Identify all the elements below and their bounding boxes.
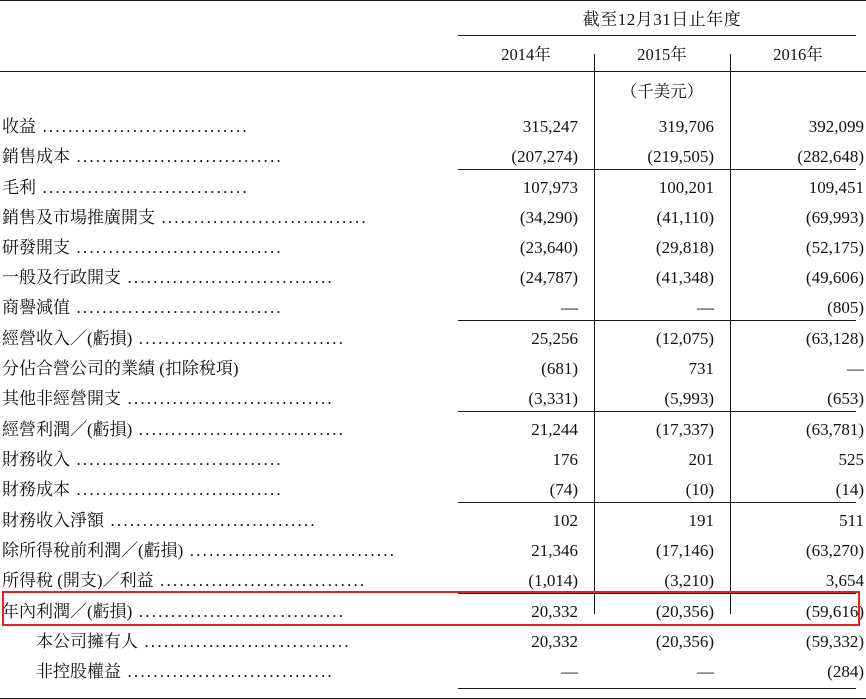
row-value: 107,973 bbox=[522, 178, 578, 197]
row-value: (52,175) bbox=[805, 238, 864, 257]
period-header-label: 截至12月31日止年度 bbox=[582, 10, 742, 29]
row-dot-leader: ................................ bbox=[121, 389, 334, 408]
row-value: (34,290) bbox=[519, 208, 578, 227]
row-label bbox=[0, 533, 458, 563]
row-value: (63,781) bbox=[805, 420, 864, 439]
row-value: 20,332 bbox=[531, 632, 578, 651]
row-value: 109,451 bbox=[808, 178, 864, 197]
row-dot-leader: ................................ bbox=[153, 571, 367, 590]
table-row bbox=[0, 563, 866, 593]
row-label bbox=[0, 472, 458, 502]
row-value: 21,244 bbox=[531, 420, 578, 439]
table-row bbox=[0, 200, 866, 230]
row-label-text: 銷售及市場推廣開支 bbox=[2, 208, 155, 227]
table-row bbox=[0, 624, 866, 654]
row-label-text: 其他非經營開支 bbox=[2, 389, 121, 408]
row-value: (63,128) bbox=[805, 329, 864, 348]
row-label-text: 經營收入／(虧損) bbox=[2, 329, 133, 348]
row-label-text: 財務成本 bbox=[2, 480, 70, 499]
row-value: — bbox=[561, 662, 578, 681]
row-label-text: 銷售成本 bbox=[2, 147, 70, 166]
table-body bbox=[0, 0, 866, 109]
row-dot-leader: ................................ bbox=[132, 602, 346, 621]
row-value: 20,332 bbox=[531, 602, 578, 621]
row-label-text: 經營利潤／(虧損) bbox=[2, 420, 133, 439]
row-dot-leader: ................................ bbox=[183, 541, 397, 560]
row-value: — bbox=[847, 359, 864, 378]
table-row bbox=[0, 472, 866, 502]
row-label bbox=[0, 200, 458, 230]
column-divider-1 bbox=[594, 54, 595, 614]
row-value: 3,654 bbox=[825, 571, 864, 590]
row-dot-leader: ................................ bbox=[121, 268, 334, 287]
row-value: (5,993) bbox=[664, 389, 714, 408]
table-row bbox=[0, 594, 866, 624]
row-value: (12,075) bbox=[655, 329, 714, 348]
row-dot-leader: ................................ bbox=[70, 147, 283, 166]
row-value: (805) bbox=[827, 298, 864, 317]
row-value: (24,787) bbox=[519, 268, 578, 287]
table-row bbox=[0, 139, 866, 169]
row-value: (3,331) bbox=[528, 389, 578, 408]
row-value: (284) bbox=[827, 662, 864, 681]
row-dot-leader: ................................ bbox=[36, 117, 249, 136]
row-label bbox=[0, 321, 458, 351]
table-row bbox=[0, 442, 866, 472]
row-value: 191 bbox=[688, 511, 714, 530]
column-divider-2 bbox=[730, 54, 731, 614]
row-dot-leader: ................................ bbox=[70, 450, 283, 469]
table-row bbox=[0, 260, 866, 290]
year-header-row bbox=[0, 36, 866, 71]
row-dot-leader: ................................ bbox=[36, 178, 249, 197]
year-header-spacer bbox=[0, 36, 458, 71]
row-value: 201 bbox=[688, 450, 714, 469]
row-value: (69,993) bbox=[805, 208, 864, 227]
row-value: (74) bbox=[549, 480, 578, 499]
row-value: (41,110) bbox=[656, 208, 714, 227]
table-row bbox=[0, 351, 866, 381]
row-value: (10) bbox=[685, 480, 714, 499]
row-label bbox=[0, 170, 458, 200]
row-dot-leader: ................................ bbox=[104, 511, 317, 530]
row-value: (207,274) bbox=[511, 147, 578, 166]
row-label-text: 非控股權益 bbox=[2, 662, 121, 681]
row-value: (20,356) bbox=[655, 632, 714, 651]
row-label bbox=[0, 503, 458, 533]
row-label bbox=[0, 109, 458, 139]
row-label bbox=[0, 594, 458, 624]
row-label-text: 分佔合營公司的業績 (扣除稅項) bbox=[2, 359, 239, 378]
table-row bbox=[0, 381, 866, 411]
row-label bbox=[0, 442, 458, 472]
row-value: 731 bbox=[688, 359, 714, 378]
row-label-text: 毛利 bbox=[2, 178, 36, 197]
data-rows-body bbox=[0, 109, 866, 684]
table-row bbox=[0, 170, 866, 200]
row-value: 315,247 bbox=[522, 117, 578, 136]
row-value: (3,210) bbox=[664, 571, 714, 590]
row-label bbox=[0, 624, 458, 654]
row-dot-leader: ................................ bbox=[155, 208, 368, 227]
row-value: 525 bbox=[838, 450, 864, 469]
row-label-text: 商譽減值 bbox=[2, 298, 70, 317]
unit-label: （千美元） bbox=[620, 82, 704, 101]
row-label bbox=[0, 563, 458, 593]
row-value: (681) bbox=[541, 359, 578, 378]
row-value: (14) bbox=[835, 480, 864, 499]
bottom-gap-row bbox=[0, 689, 866, 698]
row-dot-leader: ................................ bbox=[132, 420, 346, 439]
row-value: (23,640) bbox=[519, 238, 578, 257]
row-label-text: 年內利潤／(虧損) bbox=[2, 602, 133, 621]
row-value: (59,616) bbox=[805, 602, 864, 621]
row-label bbox=[0, 139, 458, 169]
row-dot-leader: ................................ bbox=[138, 632, 351, 651]
row-value: 25,256 bbox=[531, 329, 578, 348]
row-value: 176 bbox=[552, 450, 578, 469]
row-value: (29,818) bbox=[655, 238, 714, 257]
row-label bbox=[0, 351, 458, 381]
row-value: (219,505) bbox=[647, 147, 714, 166]
row-value: (282,648) bbox=[797, 147, 864, 166]
table-row bbox=[0, 109, 866, 139]
row-value: (17,146) bbox=[655, 541, 714, 560]
row-dot-leader: ................................ bbox=[132, 329, 346, 348]
row-value: 319,706 bbox=[658, 117, 714, 136]
row-value: (1,014) bbox=[528, 571, 578, 590]
period-header-row bbox=[0, 1, 866, 35]
table-row bbox=[0, 533, 866, 563]
period-header-spacer bbox=[0, 1, 458, 35]
row-value: 100,201 bbox=[658, 178, 714, 197]
row-label-text: 一般及行政開支 bbox=[2, 268, 121, 287]
row-value: 102 bbox=[552, 511, 578, 530]
row-label-text: 所得稅 (開支)／利益 bbox=[2, 571, 154, 590]
year-header-2016: 2016年 bbox=[773, 45, 823, 64]
row-value: (41,348) bbox=[655, 268, 714, 287]
row-dot-leader: ................................ bbox=[70, 480, 283, 499]
row-dot-leader: ................................ bbox=[70, 298, 283, 317]
row-value: (49,606) bbox=[805, 268, 864, 287]
row-label-text: 除所得稅前利潤／(虧損) bbox=[2, 541, 184, 560]
row-label bbox=[0, 412, 458, 442]
year-header-2015: 2015年 bbox=[637, 45, 687, 64]
unit-row bbox=[0, 72, 866, 109]
row-value: — bbox=[697, 298, 714, 317]
row-value: 392,099 bbox=[808, 117, 864, 136]
row-value: 21,346 bbox=[531, 541, 578, 560]
table-row bbox=[0, 503, 866, 533]
year-header-2014: 2014年 bbox=[501, 45, 551, 64]
row-label-text: 研發開支 bbox=[2, 238, 70, 257]
row-value: (653) bbox=[827, 389, 864, 408]
row-label bbox=[0, 654, 458, 684]
table-row bbox=[0, 412, 866, 442]
row-label bbox=[0, 381, 458, 411]
row-label bbox=[0, 260, 458, 290]
row-value: (20,356) bbox=[655, 602, 714, 621]
row-value: (63,270) bbox=[805, 541, 864, 560]
row-label-text: 財務收入 bbox=[2, 450, 70, 469]
row-label-text: 財務收入淨額 bbox=[2, 511, 104, 530]
row-label-text: 本公司擁有人 bbox=[2, 632, 138, 651]
row-value: — bbox=[697, 662, 714, 681]
row-dot-leader: ................................ bbox=[121, 662, 334, 681]
row-value: 511 bbox=[839, 511, 864, 530]
table-footer-body bbox=[0, 684, 866, 699]
table-row bbox=[0, 654, 866, 684]
row-value: (59,332) bbox=[805, 632, 864, 651]
row-label-text: 收益 bbox=[2, 117, 36, 136]
row-label bbox=[0, 290, 458, 320]
row-label bbox=[0, 230, 458, 260]
row-value: — bbox=[561, 298, 578, 317]
table-row bbox=[0, 230, 866, 260]
row-dot-leader: ................................ bbox=[70, 238, 283, 257]
unit-spacer bbox=[0, 72, 458, 109]
row-value: (17,337) bbox=[655, 420, 714, 439]
table-row bbox=[0, 321, 866, 351]
table-row bbox=[0, 290, 866, 320]
